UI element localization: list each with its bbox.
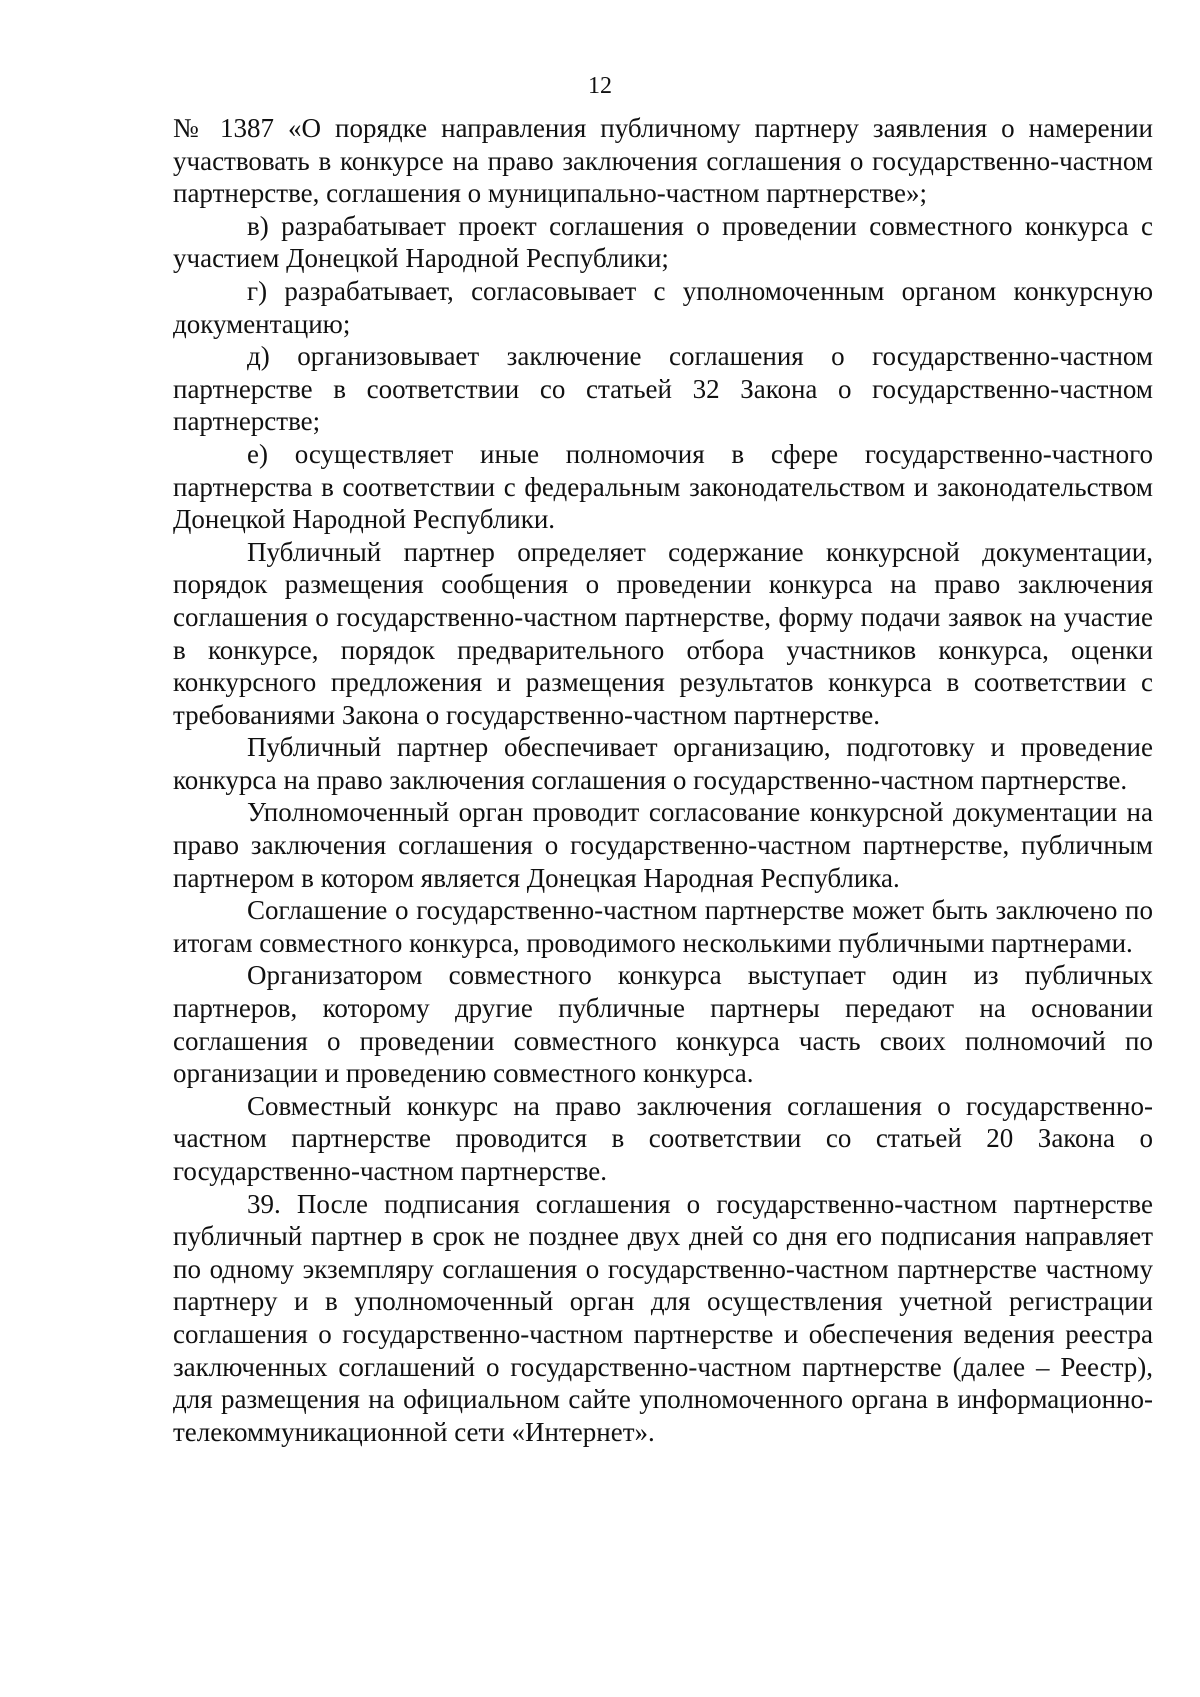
paragraph-joint-organizer: Организатором совместного конкурса выступает один из публичных партнеров, которому другие публичные партнеры передают на основании соглашения о проведении совместного конкурса часть своих полномочий по организации и проведению совместного конкурса. — [173, 960, 1153, 1089]
paragraph-item-e: е) осуществляет иные полномочия в сфере государственно-частного партнерства в соответствии с федеральным законодательством и законодательством Донецкой Народной Республики. — [173, 438, 1153, 535]
paragraph-public-partner-docs: Публичный партнер определяет содержание конкурсной документации, порядок размещения сообщения о проведении конкурса на право заключения соглашения о государственно-частном партнерстве, форму подачи заявок на участие в конкурсе, порядок предварительного отбора участников конкурса, оценки конкурсного предложения и размещения результатов конкурса в соответствии с требованиями Закона о государственно-частном партнерстве. — [173, 536, 1153, 730]
page-number: 12 — [588, 73, 612, 99]
paragraph-public-partner-organization: Публичный партнер обеспечивает организацию, подготовку и проведение конкурса на право заключения соглашения о государственно-частном партнерстве. — [173, 732, 1153, 795]
paragraph-continuation: № 1387 «О порядке направления публичному партнеру заявления о намерении участвовать в конкурсе на право заключения соглашения о государственно-частном партнерстве, соглашения о муниципально-частном партнерстве»; — [173, 113, 1153, 209]
paragraph-joint-procedure: Совместный конкурс на право заключения соглашения о государственно-частном партнерстве проводится в соответствии со статьей 20 Закона о государственно-частном партнерстве. — [173, 1090, 1153, 1186]
paragraph-item-39: 39. После подписания соглашения о государственно-частном партнерстве публичный партнер в срок не позднее двух дней со дня его подписания направляет по одному экземпляру соглашения о государственно-частном партнерстве частному партнеру и в уполномоченный орган для осуществления учетной регистрации соглашения о государственно-частном партнерстве и обеспечения ведения реестра заключенных соглашений о государственно-частном партнерстве (далее – Реестр), для размещения на официальном сайте уполномоченного органа в информационно-телекоммуникационной сети «Интернет». — [173, 1188, 1153, 1447]
document-body — [173, 112, 1153, 1448]
paragraph-item-d: д) организовывает заключение соглашения о государственно-частном партнерстве в соответствии со статьей 32 Закона о государственно-частном партнерстве; — [173, 341, 1153, 437]
paragraph-authorized-body: Уполномоченный орган проводит согласование конкурсной документации на право заключения соглашения о государственно-частном партнерстве, публичным партнером в котором является Донецкая Народная Республика. — [173, 797, 1153, 893]
paragraph-item-v: в) разрабатывает проект соглашения о проведении совместного конкурса с участием Донецкой Народной Республики; — [173, 210, 1153, 274]
paragraph-joint-competition: Соглашение о государственно-частном партнерстве может быть заключено по итогам совместного конкурса, проводимого несколькими публичными партнерами. — [173, 895, 1153, 958]
paragraph-item-g: г) разрабатывает, согласовывает с уполномоченным органом конкурсную документацию; — [173, 275, 1153, 339]
